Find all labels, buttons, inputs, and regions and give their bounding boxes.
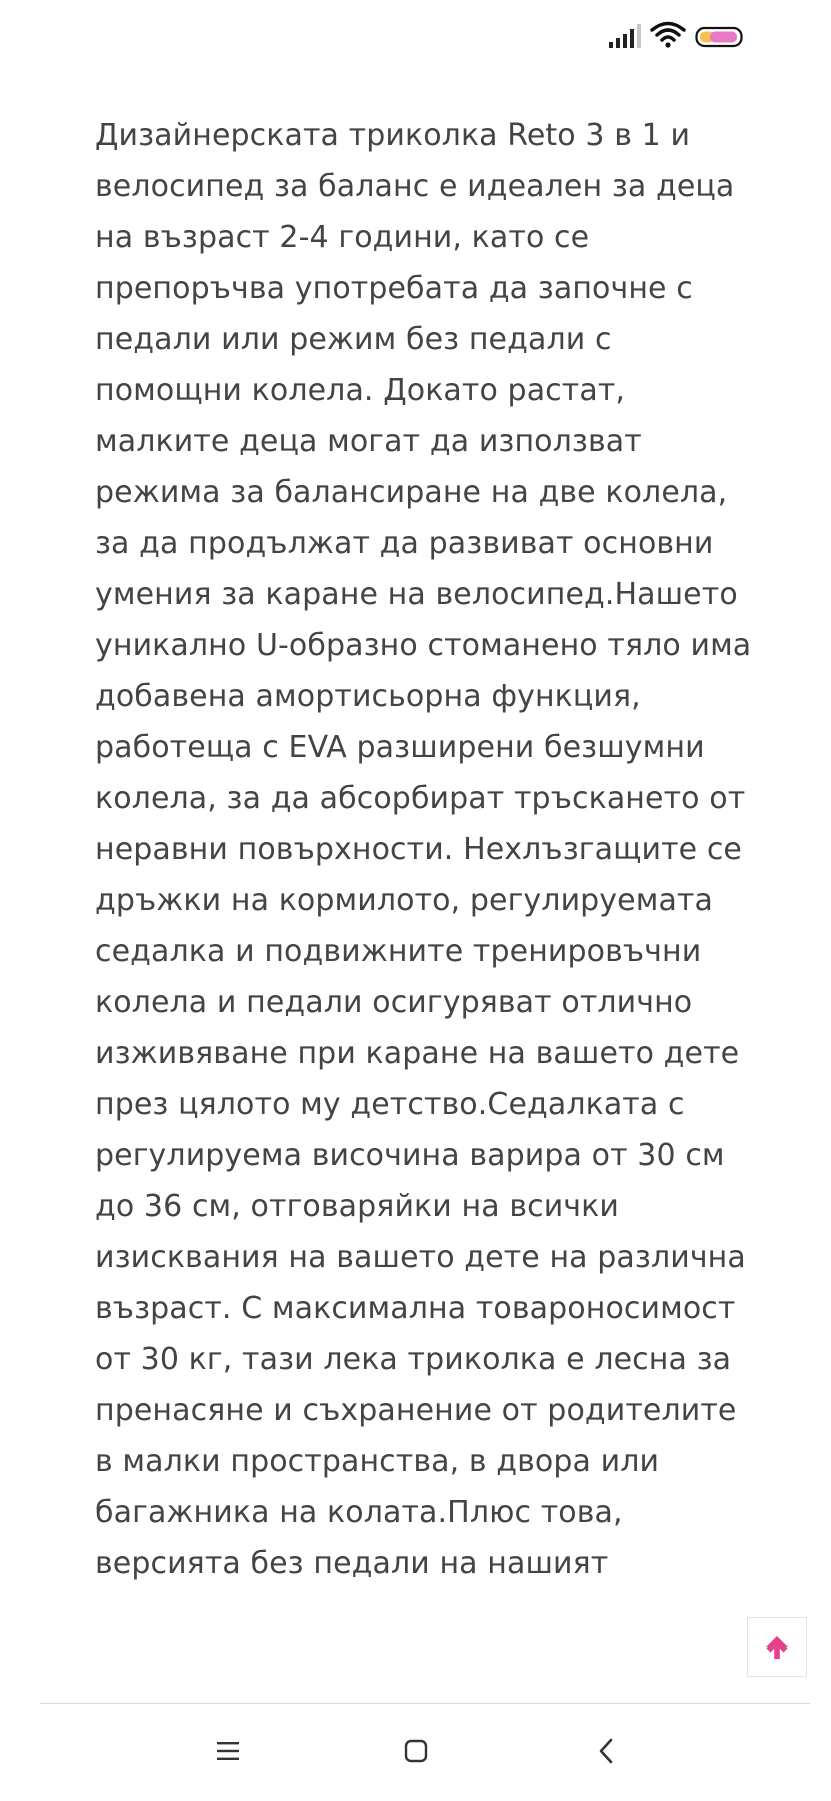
- wifi-icon: [650, 20, 686, 48]
- system-navigation-bar: [0, 1704, 831, 1801]
- signal-icon: [608, 24, 644, 48]
- scroll-to-top-button[interactable]: [747, 1617, 807, 1677]
- arrow-up-icon: [762, 1632, 792, 1662]
- product-description: [95, 110, 755, 1589]
- back-button[interactable]: [581, 1726, 631, 1776]
- menu-icon: [216, 1740, 240, 1762]
- home-button[interactable]: [391, 1726, 441, 1776]
- status-bar: [0, 0, 831, 74]
- description-text: Дизайнерската триколка Reto 3 в 1 и велосипед за баланс е идеален за деца на възраст 2-4 години, като се препоръчва употребата да започне с педали или режим без педали с помощни колела. Докато растат, малките деца могат да използват режима за балансиране на две колела, за да продължат да развиват основни умения за каране на велосипед.Нашето уникално U-образно стоманено тяло има добавена амортисьорна функция, работеща с EVA разширени безшумни колела, за да абсорбират тръскането от неравни повърхности. Нехлъзгащите се дръжки на кормилото, регулируемата седалка и подвижните тренировъчни колела и педали осигуряват отлично изживяване при каране на вашето дете през цялото му детство.Седалката с регулируема височина варира от 30 см до 36 см, отговаряйки на всички изисквания на вашето дете на различна възраст. С максимална товароносимост от 30 кг, тази лека триколка е лесна за пренасяне и съхранение от родителите в малки пространства, в двора или багажника на колата.Плюс това, версията без педали на нашият: [95, 118, 752, 1581]
- back-icon: [596, 1737, 616, 1765]
- recent-apps-button[interactable]: [203, 1726, 253, 1776]
- home-icon: [403, 1738, 429, 1764]
- battery-icon: [695, 26, 745, 48]
